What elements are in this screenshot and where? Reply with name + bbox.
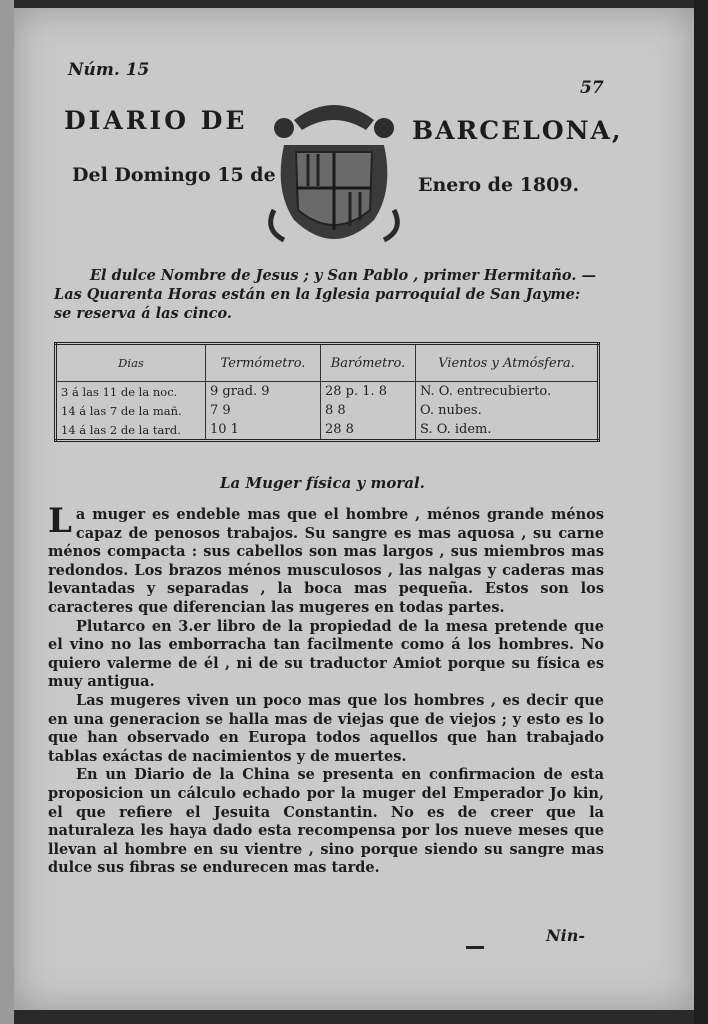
page-number: 57 bbox=[580, 78, 604, 98]
column-header: Termómetro. bbox=[206, 344, 321, 382]
article-paragraph: Las mugeres viven un poco mas que los hombres , es decir que en una generacion se halla mas de viejas que de viejos ; y esto es lo que han observado en Europa todos aquellos que han trabajado tablas exáctas de nacimientos y de muertes. bbox=[48, 691, 604, 765]
table-cell: 14 á las 7 de la mañ. bbox=[56, 401, 206, 420]
table-cell: 28 8 bbox=[321, 420, 416, 441]
date-left: Del Domingo 15 de bbox=[72, 164, 276, 186]
page-edge bbox=[694, 0, 708, 1024]
drop-cap: L bbox=[48, 501, 72, 541]
masthead-title-left: DIARIO DE bbox=[64, 106, 248, 135]
column-header: Dias bbox=[56, 344, 206, 382]
column-header: Barómetro. bbox=[321, 344, 416, 382]
issue-number: Núm. 15 bbox=[68, 60, 150, 80]
catchword: Nin- bbox=[546, 926, 585, 945]
table-cell: 8 8 bbox=[321, 401, 416, 420]
date-right: Enero de 1809. bbox=[418, 174, 580, 196]
notice-line: El dulce Nombre de Jesus ; y San Pablo , primer Hermitaño. — bbox=[90, 267, 596, 284]
article-paragraph bbox=[48, 501, 604, 618]
table-cell: 28 p. 1. 8 bbox=[321, 382, 416, 402]
page-binding bbox=[0, 0, 14, 1024]
weather-table bbox=[54, 342, 600, 442]
notice-line: Las Quarenta Horas están en la Iglesia parroquial de San Jayme: bbox=[54, 286, 581, 303]
masthead-title-right: BARCELONA, bbox=[412, 116, 623, 145]
table-cell: 10 1 bbox=[206, 420, 321, 441]
article-paragraph: Plutarco en 3.er libro de la propiedad de la mesa pretende que el vino no las emborracha tan facilmente como á los hombres. No quiero valerme de él , ni de su traductor Amiot porque su física es muy antigua. bbox=[48, 617, 604, 691]
table-cell: N. O. entrecubierto. bbox=[416, 382, 599, 402]
article-body bbox=[48, 501, 604, 878]
coat-of-arms-icon bbox=[254, 90, 414, 258]
notice-line: se reserva á las cinco. bbox=[54, 305, 232, 322]
table-cell: S. O. idem. bbox=[416, 420, 599, 441]
table-cell: 9 grad. 9 bbox=[206, 382, 321, 402]
column-header: Vientos y Atmósfera. bbox=[416, 344, 599, 382]
table-row bbox=[56, 382, 599, 402]
article-title: La Muger física y moral. bbox=[220, 474, 425, 492]
printer-mark bbox=[466, 946, 484, 949]
article-paragraph: En un Diario de la China se presenta en confirmacion de esta proposicion un cálculo echado por la muger del Emperador Jo kin, el que refiere el Jesuita Constantin. No es de creer que la naturaleza les haya dado esta recompensa por los nueve meses que llevan al hombre en su vientre , sino porque siendo su sangre mas dulce sus fibras se endurecen mas tarde. bbox=[48, 766, 604, 877]
table-cell: 14 á las 2 de la tard. bbox=[56, 420, 206, 441]
table-cell: 3 á las 11 de la noc. bbox=[56, 382, 206, 402]
table-cell: 7 9 bbox=[206, 401, 321, 420]
table-row bbox=[56, 420, 599, 441]
paragraph-text: a muger es endeble mas que el hombre , ménos grande ménos capaz de penosos trabajos. Su sangre es mas aquosa , su carne ménos compacta : sus cabellos son mas largos , sus miembros mas redondos. Los brazos ménos musculosos , las nalgas y caderas mas levantadas y separadas , la boca mas pequeña. Estos son los caracteres que diferencian las mugeres en todas partes. bbox=[48, 506, 604, 616]
newspaper-page bbox=[14, 8, 694, 1010]
table-cell: O. nubes. bbox=[416, 401, 599, 420]
table-header-row bbox=[56, 344, 599, 382]
religious-notice bbox=[54, 266, 614, 323]
table-row bbox=[56, 401, 599, 420]
